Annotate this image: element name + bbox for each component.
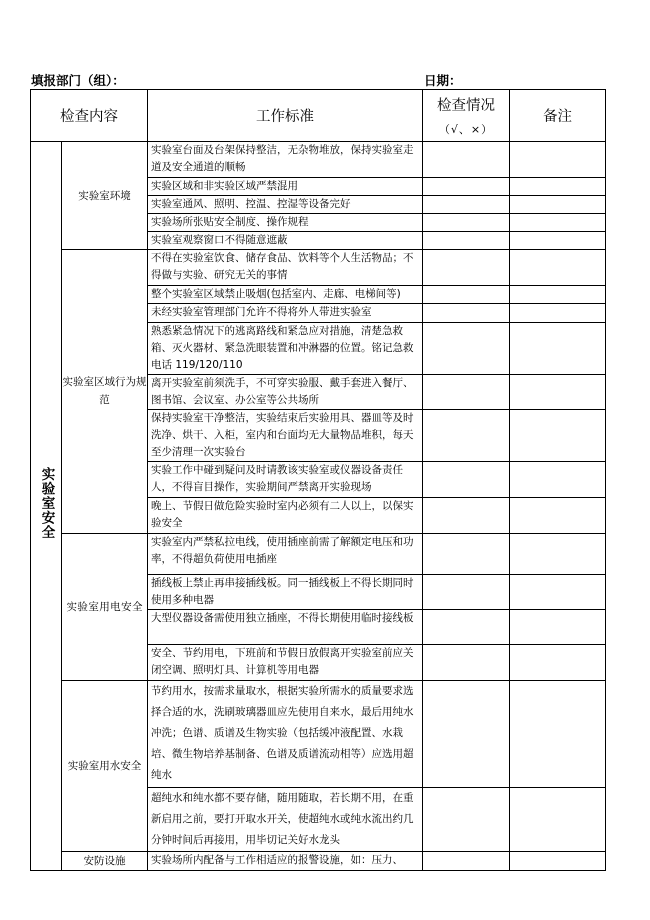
standard-item: 不得在实验室饮食、储存食品、饮料等个人生活物品；不得做与实验、研究无关的事情 — [148, 250, 423, 286]
section-cell — [31, 142, 62, 871]
remarks-cell[interactable] — [510, 574, 606, 609]
status-cell[interactable] — [423, 232, 510, 250]
date-label: 日期： — [424, 73, 462, 88]
standard-item: 实验工作中碰到疑问及时请教该实验室或仪器设备责任人，不得盲目操作，实验期间严禁离开实验现场 — [148, 462, 423, 497]
remarks-cell[interactable] — [510, 178, 606, 196]
standard-item: 实验区域和非实验区域严禁混用 — [148, 178, 423, 196]
category-conduct: 实验室区域行为规范 — [62, 250, 148, 533]
col-header-standard: 工作标准 — [148, 90, 423, 142]
standard-item: 节约用水，按需求量取水，根据实验所需水的质量要求选择合适的水，洗刷玻璃器皿应先使用自来水，最后用纯水冲洗；色谱、质谱及生物实验（包括缓冲液配置、水栽培、微生物培养基制备、色谱及质谱流动相等）应选用超纯水 — [148, 680, 423, 787]
standard-item: 整个实验室区域禁止吸烟(包括室内、走廊、电梯间等) — [148, 286, 423, 304]
status-cell[interactable] — [423, 609, 510, 644]
standard-item: 晚上、节假日做危险实验时室内必须有二人以上，以保实验安全 — [148, 497, 423, 533]
remarks-cell[interactable] — [510, 196, 606, 214]
table-row — [31, 250, 606, 286]
table-row — [31, 680, 606, 787]
standard-item: 插线板上禁止再串接插线板。同一插线板上不得长期同时使用多种电器 — [148, 574, 423, 609]
category-electricity — [62, 533, 148, 680]
remarks-cell[interactable] — [510, 462, 606, 497]
standard-item: 超纯水和纯水都不要存储，随用随取，若长期不用，在重新启用之前，要打开取水开关，使超纯水或纯水流出约几分钟时间后再接用，用毕切记关好水龙头 — [148, 787, 423, 851]
standard-item: 实验室内严禁私拉电线，使用插座前需了解额定电压和功率，不得超负荷使用电插座 — [148, 533, 423, 574]
remarks-cell[interactable] — [510, 609, 606, 644]
section-label: 实验室安全 — [38, 467, 55, 540]
standard-item: 熟悉紧急情况下的逃离路线和紧急应对措施，清楚急救箱、灭火器材、紧急洗眼装置和冲淋器的位置。铭记急救电话 119/120/110 — [148, 322, 423, 374]
status-cell[interactable] — [423, 787, 510, 851]
status-cell[interactable] — [423, 322, 510, 374]
standard-item: 实验室通风、照明、控温、控湿等设备完好 — [148, 196, 423, 214]
remarks-cell[interactable] — [510, 533, 606, 574]
remarks-cell[interactable] — [510, 787, 606, 851]
remarks-cell[interactable] — [510, 322, 606, 374]
standard-item: 安全、节约用电，下班前和节假日放假离开实验室前应关闭空调、照明灯具、计算机等用电器 — [148, 644, 423, 680]
status-cell[interactable] — [423, 533, 510, 574]
standard-item: 实验场所张贴安全制度、操作规程 — [148, 214, 423, 232]
department-label: 填报部门（组）： — [31, 73, 125, 88]
category-environment: 实验室环境 — [62, 142, 148, 250]
remarks-cell[interactable] — [510, 214, 606, 232]
status-cell[interactable] — [423, 644, 510, 680]
table-row — [31, 142, 606, 178]
standard-item: 离开实验室前须洗手，不可穿实验服、戴手套进入餐厅、图书馆、会议室、办公室等公共场所 — [148, 374, 423, 409]
status-cell[interactable] — [423, 178, 510, 196]
table-header-row — [31, 90, 606, 142]
status-cell[interactable] — [423, 680, 510, 787]
remarks-cell[interactable] — [510, 374, 606, 409]
standard-item: 实验室台面及台架保持整洁，无杂物堆放，保持实验室走道及安全通道的顺畅 — [148, 142, 423, 178]
status-cell[interactable] — [423, 196, 510, 214]
category-security: 安防设施 — [62, 851, 148, 870]
standard-item: 保持实验室干净整洁，实验结束后实验用具、器皿等及时洗净、烘干、入柜，室内和台面均无大量物品堆积，每天至少清理一次实验台 — [148, 410, 423, 462]
remarks-cell[interactable] — [510, 851, 606, 870]
inspection-table — [30, 89, 606, 871]
remarks-cell[interactable] — [510, 286, 606, 304]
category-electricity-label: 实验室用电安全 — [66, 600, 143, 613]
status-cell[interactable] — [423, 214, 510, 232]
remarks-cell[interactable] — [510, 497, 606, 533]
status-marks: （√、×） — [438, 123, 494, 136]
category-water: 实验室用水安全 — [62, 680, 148, 851]
status-cell[interactable] — [423, 250, 510, 286]
remarks-cell[interactable] — [510, 142, 606, 178]
remarks-cell[interactable] — [510, 644, 606, 680]
status-cell[interactable] — [423, 497, 510, 533]
status-cell[interactable] — [423, 142, 510, 178]
col-header-remarks: 备注 — [510, 90, 606, 142]
col-header-status — [423, 90, 510, 142]
col-header-content: 检查内容 — [31, 90, 148, 142]
remarks-cell[interactable] — [510, 680, 606, 787]
status-cell[interactable] — [423, 851, 510, 870]
status-title: 检查情况 — [437, 98, 495, 114]
remarks-cell[interactable] — [510, 250, 606, 286]
standard-item: 实验场所内配备与工作相适应的报警设施，如：压力、 — [148, 851, 423, 870]
status-cell[interactable] — [423, 574, 510, 609]
standard-item: 大型仪器设备需使用独立插座，不得长期使用临时接线板 — [148, 609, 423, 644]
remarks-cell[interactable] — [510, 232, 606, 250]
remarks-cell[interactable] — [510, 410, 606, 462]
standard-item: 实验室观察窗口不得随意遮蔽 — [148, 232, 423, 250]
status-cell[interactable] — [423, 410, 510, 462]
remarks-cell[interactable] — [510, 304, 606, 322]
table-row — [31, 533, 606, 574]
status-cell[interactable] — [423, 462, 510, 497]
status-cell[interactable] — [423, 304, 510, 322]
standard-item: 未经实验室管理部门允许不得将外人带进实验室 — [148, 304, 423, 322]
status-cell[interactable] — [423, 374, 510, 409]
table-row — [31, 851, 606, 870]
status-cell[interactable] — [423, 286, 510, 304]
